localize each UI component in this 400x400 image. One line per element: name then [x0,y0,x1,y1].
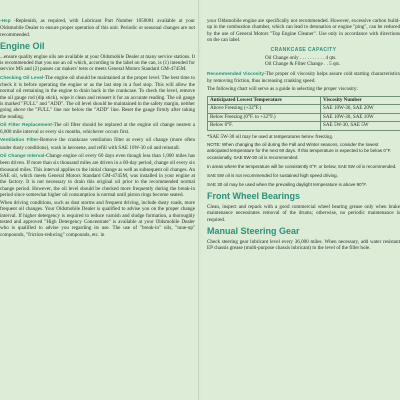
oil-level-label: Checking Oil Level [0,75,44,81]
right-page [201,0,400,400]
capacity-label: Oil Change & Filter Change [265,61,323,68]
oil-paragraph: ...ensure quality engine oils are available at your Oldsmobile Dealer at many service stations. It is recommended that you use an oil which, according to the label on the can, is (1) intended for service MS and (2) passes car makers' tests or meets General Motors Standard GM-4745M. [0,53,195,73]
oil-change-paragraph [0,153,195,198]
left-page [0,0,199,400]
capacity-row-oil-filter [207,61,400,67]
capacity-value: 4 qts. [325,55,337,62]
capacity-dots: . . [324,61,328,68]
engine-oil-heading: Engine Oil [0,40,45,51]
oil-level-text: -The engine oil should be maintained at the proper level. The best time to check it is before operating the engine or as the last step in a fuel stop. This will allow the normal oil remaining in the engine to drain back in the crankcase. To check the level, remove the oil gauge rod (dip stick), wipe it clean and reinsert it for an accurate reading. The oil gauge is marked "FULL" and "ADD". The oil level should be maintained in the safety margin, neither going above the "FULL" line nor below the "ADD" line. Reset the gauge firmly after taking the reading. [0,74,196,120]
table-header: Viscosity Number [321,96,400,105]
viscosity-guide-paragraph: The following chart will serve as a guide in selecting the proper viscosity: [207,86,358,93]
capacity-value: 5 qts. [329,61,341,68]
viscosity-label: Recommended Viscosity [207,71,265,77]
oil-filter-text: -The oil filter should be replaced at the engine oil change nearest a 6,000 mile interval or every six months, whichever occurs first. [0,121,195,136]
oil-change-text: -Change engine oil every 60 days even though less than 1,000 miles has been driven. If more than six thousand miles are driven in a 60-day period, change oil every six thousand miles. This interval applies to the initial change as well as subsequent oil changes. An SAE oil, which meets General Motors Standard GM-4745M, was installed in your engine at the factory. It is not necessary to drain this original oil prior to the recommended normal change period. However, the oil level should be checked more frequently during the break-in period since somewhat higher oil consumption is normal until piston rings become seated. [0,153,195,198]
table-footnote: *SAE 5W-30 oil may be used at temperatures below freezing. [207,134,334,141]
viscosity-table [207,96,400,131]
table-header-row [208,96,400,105]
driving-paragraph: When driving conditions, such as dust storms and frequent driving, include dusty roads, more frequent oil changes. Your Oldsmobile Dealer is qualified to advise you on the proper change interval. If higher detergency is required to reduce varnish and sludge formation, a thoroughly tested and approved "High Detergency Concentrate" is available at your Oldsmobile Dealer who is qualified to advise you regarding its use. The use of "break-in" oils, "tune-up" compounds, "friction-reducing" compounds, etc. in [0,200,195,238]
intro-text: -Replenish, as required, with Lubricant Part Number 1050081 available at your Oldsmobile Dealer to ensure proper operation of this unit. Periodic or seasonal changes are not recommended. [0,18,195,38]
oil-filter-label: Oil Filter Replacement [0,122,52,128]
capacity-label: Oil Change only [265,55,299,62]
oil-change-label: Oil Change Interval [0,154,45,160]
ventilation-label: Ventilation Filter [0,138,39,144]
viscosity-paragraph [207,71,400,85]
table-row [208,122,400,131]
manual-steering-gear-heading: Manual Steering Gear [207,225,300,236]
table-cell: SAE 10W-30, SAE 20W [321,105,400,114]
continued-paragraph: your Oldsmobile engine are specifically not recommended. However, excessive carbon build-up in the combustion chamber, which can lead to detonation or engine "ping", can be reduced by the use of General Motors "Top Engine Cleaner". Use only in accordance with directions on the can label. [207,18,400,43]
note-seasonal: NOTE: When changing the oil during the Fall and Winter seasons, consider the lowest anticipated temperature for the next 60 days. If this temperature is expected to be below 0°F. occasionally, SAE 5W-30 oil is recommended. [207,142,392,160]
table-cell: Above Freezing (+32°F.) [208,105,321,114]
viscosity-text: -The proper oil viscosity helps assure cold starting characteristics by removing friction, thus increasing cranking speed. [207,70,400,85]
ventilation-paragraph [0,137,195,151]
wheel-bearings-paragraph: Clean, inspect and repack with a good commercial wheel bearing grease only when brake maintenance necessitates removal of the drums; otherwise, no periodic maintenance is required. [207,203,400,223]
ventilation-text: -Remove the crankcase ventilation filter at every oil change (more often under dusty conditions), wash in kerosene, and refill with SAE 10W-30 oil and reinstall. [0,137,195,151]
crankcase-capacity-heading: CRANKCASE CAPACITY [270,47,337,54]
table-row [208,113,400,122]
note-hot-weather: SAE 30 oil may be used when the prevailing daylight temperature is above 90°F. [207,181,367,187]
steering-gear-paragraph: Check steering gear lubricant level every 36,000 miles. When necessary, add water resistant EP chassis grease (multi-purpose chassis lubricant) to the level of the filler hole. [207,238,400,252]
note-cold-areas: In areas where the temperature will be consistently 0°F. or below, SAE 5W oil is recommended. [207,163,397,169]
front-wheel-bearings-heading: Front Wheel Bearings [207,190,301,201]
oil-filter-paragraph [0,122,195,136]
table-row [208,105,400,114]
table-cell: Below Freezing (0°F. to +32°F.) [208,113,321,122]
table-cell: SAE 10W-30, SAE 10W [321,113,400,122]
oil-level-paragraph [0,75,195,120]
intro-paragraph [0,18,195,38]
table-cell: Below 0°F. [208,122,321,131]
note-high-speed: SAE 5W oil is not recommended for sustained high speed driving. [207,172,338,178]
table-header: Anticipated Lowest Temperature [208,96,321,105]
table-cell: SAE 5W-30, SAE 5W [321,122,400,131]
intro-label: -Hsp [0,19,11,24]
capacity-dots: . . . . . . . . . . [299,55,325,62]
